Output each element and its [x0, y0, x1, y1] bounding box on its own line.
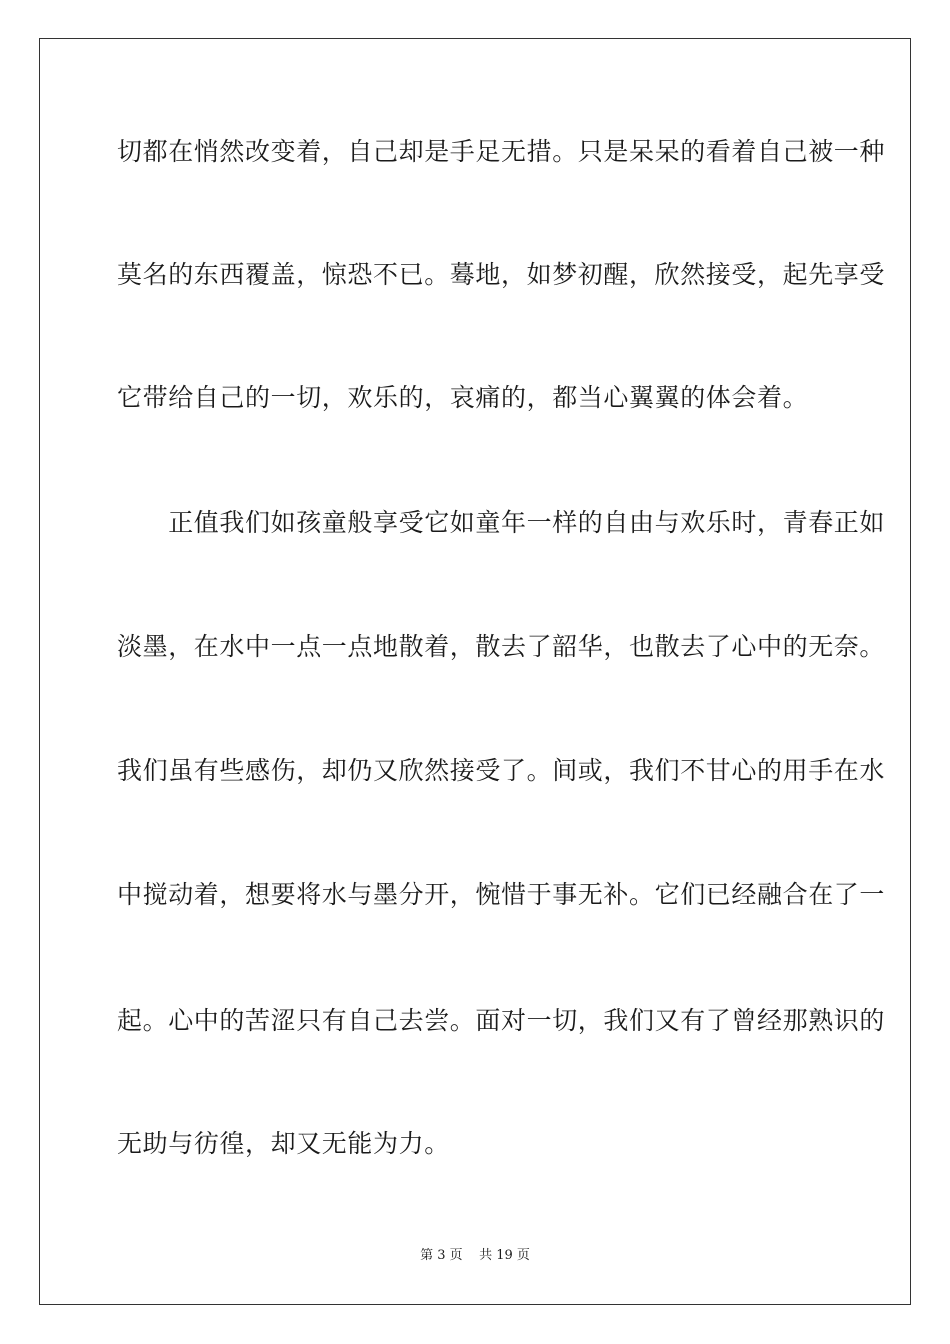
body-text-line-6: 我们虽有些感伤，却仍又欣然接受了。间或，我们不甘心的用手在水 — [117, 756, 886, 785]
body-text-line-5: 淡墨，在水中一点一点地散着，散去了韶华，也散去了心中的无奈。 — [117, 632, 886, 661]
page-border — [39, 38, 911, 1305]
body-text-line-9: 无助与彷徨，却又无能为力。 — [117, 1129, 450, 1158]
body-text-line-7: 中搅动着，想要将水与墨分开，惋惜于事无补。它们已经融合在了一 — [117, 880, 886, 909]
body-text-line-8: 起。心中的苦涩只有自己去尝。面对一切，我们又有了曾经那熟识的 — [117, 1006, 886, 1035]
body-text-line-2: 莫名的东西覆盖，惊恐不已。蓦地，如梦初醒，欣然接受，起先享受 — [117, 260, 886, 289]
body-text-line-4: 正值我们如孩童般享受它如童年一样的自由与欢乐时，青春正如 — [117, 508, 886, 537]
body-text-line-1: 切都在悄然改变着，自己却是手足无措。只是呆呆的看着自己被一种 — [117, 137, 886, 166]
page-number-footer: 第 3 页 共 19 页 — [420, 1248, 530, 1263]
body-text-line-3: 它带给自己的一切，欢乐的，哀痛的，都当心翼翼的体会着。 — [117, 383, 809, 412]
